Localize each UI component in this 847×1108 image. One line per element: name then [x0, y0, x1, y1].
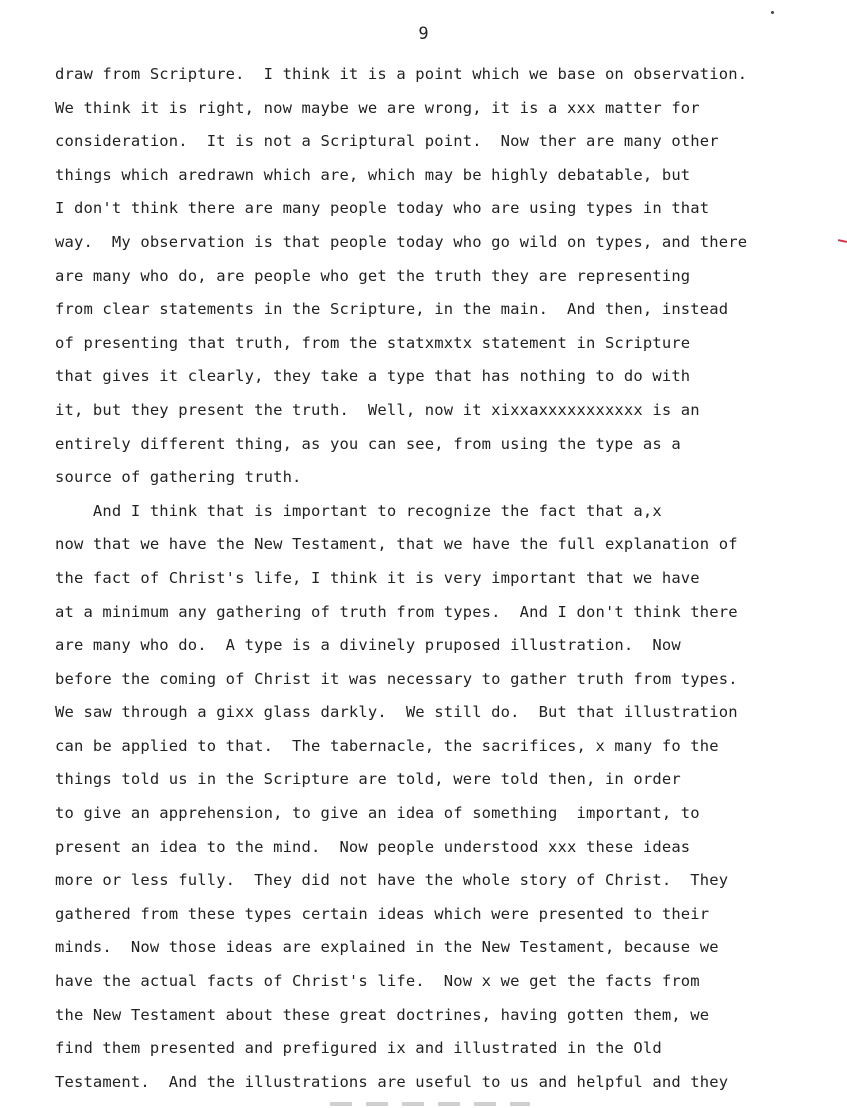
- stray-dot-mark: [771, 11, 774, 14]
- text-line: present an idea to the mind. Now people understood xxx these ideas: [55, 837, 691, 856]
- text-line: We think it is right, now maybe we are wrong, it is a xxx matter for: [55, 98, 700, 117]
- text-line: things told us in the Scripture are told, were told then, in order: [55, 770, 681, 789]
- page-number: 9: [418, 24, 429, 44]
- text-line: source of gathering truth.: [55, 468, 302, 487]
- text-line: We saw through a gixx glass darkly. We still do. But that illustration: [55, 703, 738, 722]
- text-line: at a minimum any gathering of truth from types. And I don't think there: [55, 602, 738, 621]
- text-line: things which aredrawn which are, which may be highly debatable, but: [55, 165, 691, 184]
- text-line: way. My observation is that people today who go wild on types, and there: [55, 232, 748, 251]
- body-text: [55, 58, 845, 1099]
- text-line: And I think that is important to recognize the fact that a,x: [55, 501, 662, 520]
- text-line: of presenting that truth, from the statxmxtx statement in Scripture: [55, 333, 691, 352]
- text-line: before the coming of Christ it was necessary to gather truth from types.: [55, 669, 738, 688]
- text-line: the fact of Christ's life, I think it is very important that we have: [55, 568, 700, 587]
- text-line: find them presented and prefigured ix and illustrated in the Old: [55, 1039, 662, 1058]
- text-line: draw from Scripture. I think it is a point which we base on observation.: [55, 65, 748, 83]
- text-line: it, but they present the truth. Well, now it xixxaxxxxxxxxxxx is an: [55, 400, 700, 419]
- text-line: entirely different thing, as you can see, from using the type as a: [55, 434, 681, 453]
- bleed-through-text: [330, 1102, 530, 1106]
- text-line: more or less fully. They did not have the whole story of Christ. They: [55, 871, 729, 890]
- text-line: the New Testament about these great doctrines, having gotten them, we: [55, 1005, 710, 1024]
- text-line: to give an apprehension, to give an idea of something important, to: [55, 804, 700, 823]
- text-line: are many who do, are people who get the truth they are representing: [55, 266, 691, 285]
- text-line: gathered from these types certain ideas which were presented to their: [55, 904, 710, 923]
- text-line: that gives it clearly, they take a type that has nothing to do with: [55, 367, 691, 386]
- text-line: minds. Now those ideas are explained in the New Testament, because we: [55, 938, 719, 957]
- text-line: are many who do. A type is a divinely pruposed illustration. Now: [55, 636, 681, 655]
- text-line: can be applied to that. The tabernacle, the sacrifices, x many fo the: [55, 736, 719, 755]
- text-line: Testament. And the illustrations are useful to us and helpful and they: [55, 1072, 729, 1091]
- text-line: now that we have the New Testament, that we have the full explanation of: [55, 535, 738, 554]
- text-line: from clear statements in the Scripture, in the main. And then, instead: [55, 300, 729, 319]
- text-line: have the actual facts of Christ's life. Now x we get the facts from: [55, 972, 700, 991]
- text-line: I don't think there are many people today who are using types in that: [55, 199, 710, 218]
- text-line: consideration. It is not a Scriptural point. Now ther are many other: [55, 132, 719, 151]
